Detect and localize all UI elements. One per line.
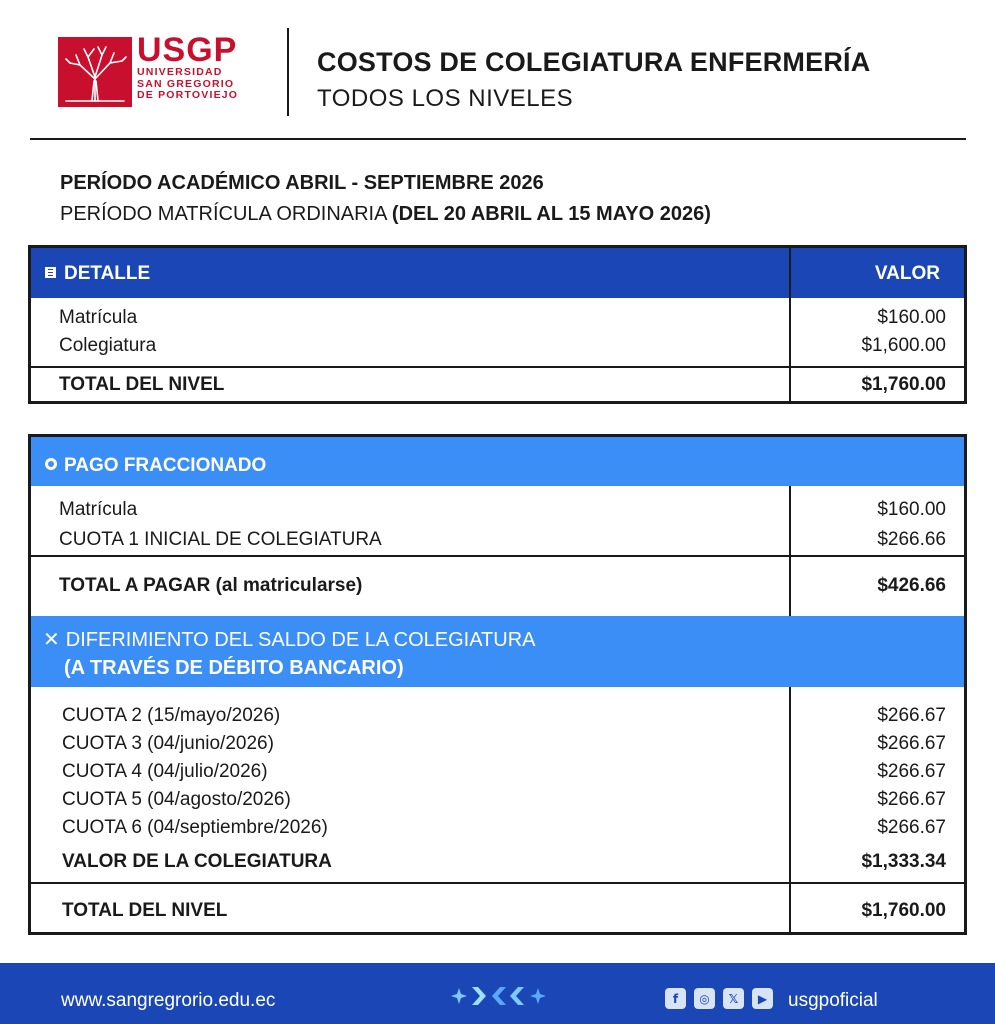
detail-table xyxy=(28,245,967,404)
enrollment-period-label: PERÍODO MATRÍCULA ORDINARIA xyxy=(60,203,392,225)
facebook-icon[interactable]: f xyxy=(665,988,686,1009)
page-subtitle: TODOS LOS NIVELES xyxy=(317,85,574,112)
pay-total-value: $426.66 xyxy=(877,575,946,596)
split-header-label-wrap xyxy=(45,455,266,477)
deferral-line-2: (A TRAVÉS DE DÉBITO BANCARIO) xyxy=(64,657,404,679)
detail-table-header xyxy=(31,248,964,298)
deferral-title: DIFERIMIENTO DEL SALDO DE LA COLEGIATURA xyxy=(65,629,536,651)
brand-mark-icon xyxy=(448,983,548,1009)
final-total-label: TOTAL DEL NIVEL xyxy=(62,900,228,921)
final-total-separator xyxy=(31,882,964,884)
academic-period: PERÍODO ACADÉMICO ABRIL - SEPTIEMBRE 2026 xyxy=(60,172,544,194)
header-rule xyxy=(30,138,966,140)
installment-value: $266.67 xyxy=(877,705,946,726)
detail-total-separator xyxy=(31,366,964,368)
installment-value: $266.67 xyxy=(877,789,946,810)
youtube-icon[interactable]: ▶ xyxy=(752,988,773,1009)
deferral-header xyxy=(31,616,964,687)
split-row-value: $160.00 xyxy=(877,499,946,520)
social-links xyxy=(665,988,773,1009)
x-icon[interactable]: 𝕏 xyxy=(723,988,744,1009)
list-icon xyxy=(45,267,56,278)
tuition-label: VALOR DE LA COLEGIATURA xyxy=(62,851,332,872)
installment-value: $266.67 xyxy=(877,761,946,782)
page-header xyxy=(0,0,995,140)
page-footer xyxy=(0,963,995,1024)
pay-separator xyxy=(31,555,964,557)
split-row-label: CUOTA 1 INICIAL DE COLEGIATURA xyxy=(59,529,382,550)
detail-header-label: DETALLE xyxy=(64,263,151,284)
deferral-line-1 xyxy=(43,626,536,654)
tree-icon xyxy=(58,37,132,107)
close-icon: ✕ xyxy=(43,629,60,651)
page-title: COSTOS DE COLEGIATURA ENFERMERÍA xyxy=(317,47,871,77)
logo-line-3: DE PORTOVIEJO xyxy=(137,89,239,101)
pay-total-label: TOTAL A PAGAR (al matricularse) xyxy=(59,575,363,596)
detail-total-value: $1,760.00 xyxy=(861,374,946,395)
detail-row-value: $1,600.00 xyxy=(861,335,946,356)
split-payment-table xyxy=(28,434,967,935)
split-table-header xyxy=(31,437,964,486)
logo-abbreviation: USGP xyxy=(137,31,238,69)
detail-row-value: $160.00 xyxy=(877,307,946,328)
installment-label: CUOTA 6 (04/septiembre/2026) xyxy=(62,817,328,838)
enrollment-period-dates: (DEL 20 ABRIL AL 15 MAYO 2026) xyxy=(391,203,711,225)
university-logo xyxy=(58,37,132,107)
logo-line-1: UNIVERSIDAD xyxy=(137,66,223,78)
logo-line-2: SAN GREGORIO xyxy=(137,77,235,90)
detail-row-label: Matrícula xyxy=(59,307,138,328)
detail-row-label: Colegiatura xyxy=(59,335,157,356)
final-total-value: $1,760.00 xyxy=(861,900,946,921)
circle-icon xyxy=(45,458,57,470)
logo-wordmark xyxy=(137,33,238,102)
installment-value: $266.67 xyxy=(877,733,946,754)
tuition-value: $1,333.34 xyxy=(861,851,946,872)
installment-label: CUOTA 5 (04/agosto/2026) xyxy=(62,789,291,810)
installment-label: CUOTA 4 (04/julio/2026) xyxy=(62,761,268,782)
website-link[interactable]: www.sangregrorio.edu.ec xyxy=(61,990,276,1011)
header-divider xyxy=(287,28,289,116)
deferral-header-text xyxy=(43,626,536,682)
detail-total-label: TOTAL DEL NIVEL xyxy=(59,374,225,395)
enrollment-period xyxy=(60,203,711,226)
detail-column-divider xyxy=(789,248,791,401)
split-row-label: Matrícula xyxy=(59,499,138,520)
installment-value: $266.67 xyxy=(877,817,946,838)
detail-header-label-wrap xyxy=(45,263,150,285)
split-header-label: PAGO FRACCIONADO xyxy=(64,455,267,476)
split-row-value: $266.66 xyxy=(877,529,946,550)
installment-label: CUOTA 3 (04/junio/2026) xyxy=(62,733,274,754)
instagram-icon[interactable]: ◎ xyxy=(694,988,715,1009)
installment-label: CUOTA 2 (15/mayo/2026) xyxy=(62,705,281,726)
detail-header-value: VALOR xyxy=(874,263,940,284)
social-handle[interactable]: usgpoficial xyxy=(788,990,878,1011)
